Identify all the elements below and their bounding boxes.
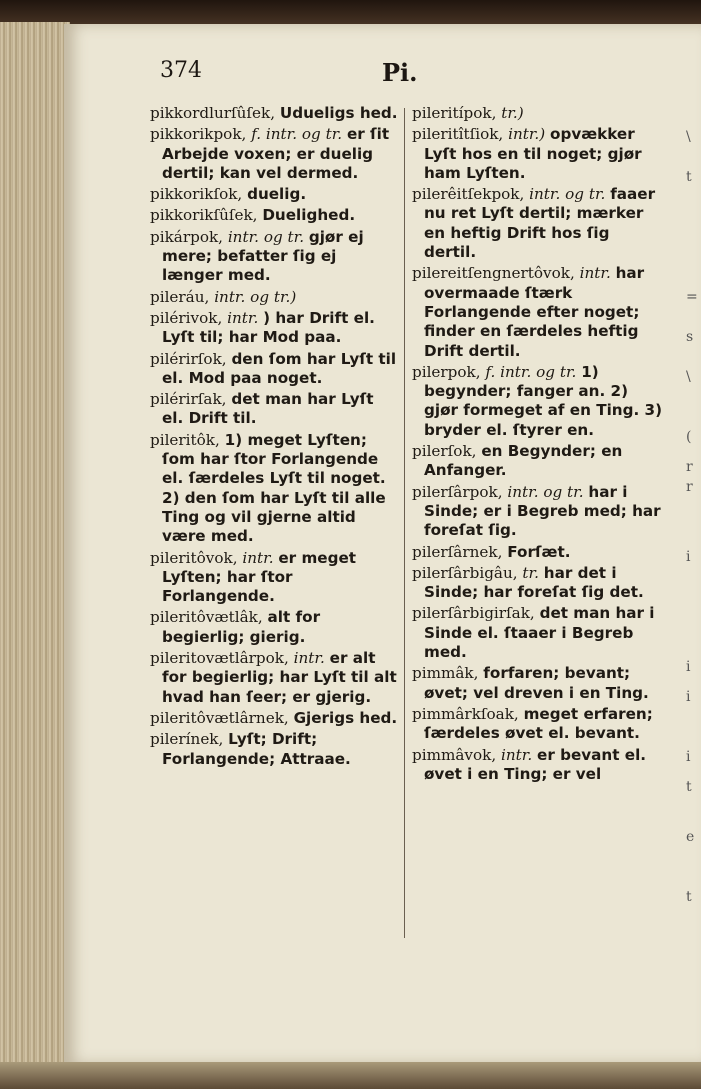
dictionary-entry xyxy=(412,746,666,785)
dictionary-entry xyxy=(412,442,666,481)
entry-definition: opvækker Lyſt hos en til noget; gjør ham Lyſten. xyxy=(424,125,642,182)
dictionary-entry xyxy=(412,604,666,662)
entry-headword: pikkordlurſûſek, xyxy=(150,104,276,122)
dictionary-entry xyxy=(150,185,398,204)
dictionary-entry xyxy=(150,549,398,607)
dictionary-entry xyxy=(150,390,398,429)
edge-mark: \ xyxy=(686,369,691,385)
entry-headword: pileritôvætlârnek, xyxy=(150,708,289,727)
right-column xyxy=(412,104,666,786)
edge-mark: i xyxy=(686,659,691,675)
edge-mark: t xyxy=(686,169,692,185)
entry-headword: pimmârkſoak, xyxy=(412,704,519,723)
entry-definition: har det i Sinde; har foreſat ſig det. xyxy=(424,563,644,602)
entry-headword: pilérirſok, xyxy=(150,349,227,368)
edge-mark: = xyxy=(686,289,698,305)
entry-headword: pileritovætlârpok, xyxy=(150,649,289,668)
dictionary-entry xyxy=(150,730,398,769)
dictionary-entry xyxy=(412,104,666,123)
edge-mark: i xyxy=(686,689,691,705)
edge-mark: s xyxy=(686,329,694,345)
entry-headword: pileráu, xyxy=(150,287,210,306)
entry-definition: en Begynder; en Anfanger. xyxy=(424,442,623,480)
page-number: 374 xyxy=(160,58,202,83)
entry-definition: Forſæt. xyxy=(507,542,571,561)
running-head: Pi. xyxy=(382,58,418,87)
entry-grammar: intr. og tr. xyxy=(227,227,305,246)
entry-definition: har overmaade ſtærk Forlangende efter noget; finder en ſærdeles heftig Drift dertil. xyxy=(424,264,645,360)
entry-grammar: f. intr. og tr. xyxy=(485,362,577,381)
entry-definition: gjør ej mere; befatter ſig ej længer med. xyxy=(162,227,364,285)
dictionary-entry xyxy=(412,705,666,744)
entry-headword: pilerſok, xyxy=(412,442,477,461)
entry-grammar: intr. xyxy=(293,649,325,668)
dictionary-entry xyxy=(150,309,398,348)
dictionary-entry xyxy=(412,264,666,360)
entry-headword: pilerſârnek, xyxy=(412,542,503,561)
entry-grammar: intr. og tr. xyxy=(529,185,606,204)
entry-definition: det man har Lyſt el. Drift til. xyxy=(162,390,374,428)
entry-grammar: intr. xyxy=(227,308,259,327)
dictionary-entry xyxy=(412,185,666,262)
dictionary-entry xyxy=(150,709,398,728)
entry-grammar: intr. og tr.) xyxy=(214,287,297,306)
edge-mark: e xyxy=(686,829,695,845)
entry-headword: pilerſârbigâu, xyxy=(412,563,518,582)
entry-headword: pilerêitſekpok, xyxy=(412,185,525,204)
entry-definition: er alt for begierlig; har Lyſt til alt hvad han ſeer; er gjerig. xyxy=(162,649,397,706)
entry-headword: pileritôvætlâk, xyxy=(150,608,263,627)
entry-definition: er meget Lyſten; har ſtor Forlangende. xyxy=(162,548,357,606)
entry-headword: pikkorikpok, xyxy=(150,125,247,144)
next-page-edge-text xyxy=(682,130,701,930)
entry-definition: 1) meget Lyſten; ſom har ſtor Forlangende el. ſærdeles Lyſt til noget. 2) den ſom har Lyſt til alle Ting og vil gjerne altid være med. xyxy=(162,430,386,546)
entry-headword: pileritîtſiok, xyxy=(412,125,504,144)
edge-mark: i xyxy=(686,549,691,565)
entry-headword: pilerpok, xyxy=(412,362,481,381)
entry-headword: pimmâk, xyxy=(412,664,479,683)
edge-mark: t xyxy=(686,779,692,795)
column-divider xyxy=(404,108,405,938)
entry-grammar: f. intr. og tr. xyxy=(251,125,343,144)
entry-definition: Lyſt; Drift; Forlangende; Attraae. xyxy=(162,730,351,768)
edge-mark: t xyxy=(686,889,692,905)
dictionary-entry xyxy=(150,431,398,547)
entry-headword: pilerſârbigirſak, xyxy=(412,604,535,623)
edge-mark: r xyxy=(686,479,693,495)
entry-headword: pimmâvok, xyxy=(412,745,497,764)
edge-mark: \ xyxy=(686,129,691,145)
entry-definition: 1) begynder; fanger an. 2) gjør formeget af en Ting. 3) bryder el. ſtyrer en. xyxy=(424,362,663,439)
entry-definition: Duelighed. xyxy=(262,206,356,225)
dictionary-entry xyxy=(412,664,666,703)
entry-definition: Udueligs hed. xyxy=(279,104,398,122)
entry-definition: forfaren; bevant; øvet; vel dreven i en Ting. xyxy=(424,664,649,702)
entry-headword: pilérirſak, xyxy=(150,390,227,409)
entry-headword: pileritípok, xyxy=(412,104,497,122)
entry-headword: pileritôvok, xyxy=(150,548,238,567)
entry-headword: pilereitſengnertôvok, xyxy=(412,264,575,283)
entry-definition: ) har Drift el. Lyſt til; har Mod paa. xyxy=(162,308,375,347)
edge-mark: r xyxy=(686,459,693,475)
entry-definition: alt for begierlig; gierig. xyxy=(162,608,321,646)
entry-definition: faaer nu ret Lyſt dertil; mærker en heftig Drift hos ſig dertil. xyxy=(424,185,656,262)
dictionary-entry xyxy=(150,104,398,123)
entry-headword: pilerſârpok, xyxy=(412,482,503,501)
dictionary-entry xyxy=(150,288,398,307)
entry-definition: det man har i Sinde el. ſtaaer i Begreb med. xyxy=(424,604,655,662)
entry-definition: er ſit Arbejde voxen; er duelig dertil; kan vel dermed. xyxy=(162,125,390,182)
entry-definition: Gjerigs hed. xyxy=(293,708,398,727)
dictionary-entry xyxy=(150,649,398,707)
entry-headword: pikkorikſok, xyxy=(150,185,243,204)
edge-mark: ( xyxy=(686,429,692,445)
dictionary-entry xyxy=(150,350,398,389)
entry-definition: meget erfaren; ſærdeles øvet el. bevant. xyxy=(424,704,653,743)
entry-definition: har i Sinde; er i Begreb med; har foreſat ſig. xyxy=(424,482,661,540)
dictionary-entry xyxy=(150,206,398,225)
page-header xyxy=(160,58,700,92)
entry-headword: pilerínek, xyxy=(150,730,224,749)
dictionary-entry xyxy=(412,363,666,440)
dictionary-entry xyxy=(150,228,398,286)
entry-definition: er bevant el. øvet i en Ting; er vel xyxy=(424,745,647,783)
entry-grammar: intr. xyxy=(501,745,533,764)
entry-headword: pikkorikſûſek, xyxy=(150,206,258,225)
entry-headword: pileritôk, xyxy=(150,430,220,449)
left-column xyxy=(150,104,398,771)
dictionary-entry xyxy=(150,608,398,647)
entry-grammar: intr. og tr. xyxy=(507,482,584,501)
dictionary-entry xyxy=(412,125,666,183)
dictionary-entry xyxy=(412,543,666,562)
entry-grammar: intr.) xyxy=(508,125,546,144)
entry-headword: pilérivok, xyxy=(150,308,223,327)
entry-grammar: tr. xyxy=(522,563,539,582)
entry-grammar: intr. xyxy=(242,548,274,567)
book-bottom-edge xyxy=(0,1062,701,1089)
entry-definition: den ſom har Lyſt til el. Mod paa noget. xyxy=(162,349,397,387)
dictionary-entry xyxy=(412,483,666,541)
entry-definition: duelig. xyxy=(247,185,307,204)
book-spine xyxy=(0,22,70,1089)
edge-mark: i xyxy=(686,749,691,765)
entry-headword: pikárpok, xyxy=(150,227,223,246)
dictionary-entry xyxy=(150,125,398,183)
entry-grammar: intr. xyxy=(579,264,611,283)
dictionary-entry xyxy=(412,564,666,603)
entry-grammar: tr.) xyxy=(501,104,524,122)
